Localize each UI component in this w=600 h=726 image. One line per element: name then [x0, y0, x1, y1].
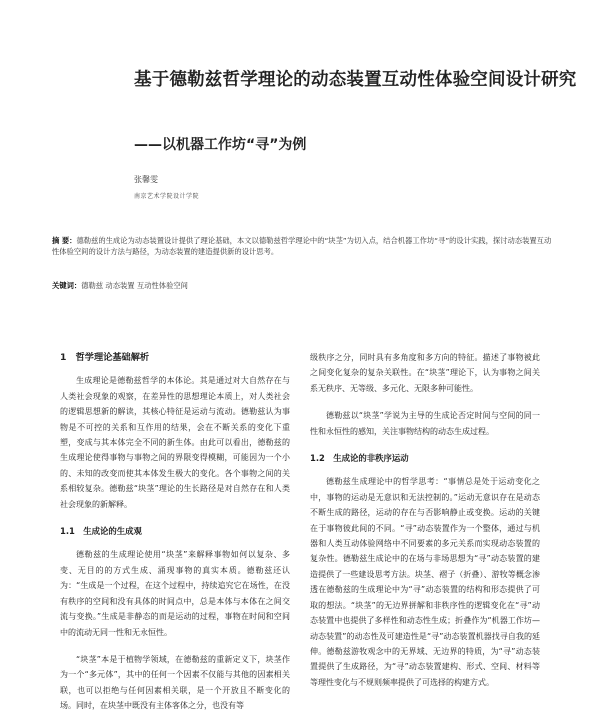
body-paragraph: 德勒兹的生成理论使用“块茎”来解释事物如何以复杂、多变、无目的的方式生成、涌现事物的真实本质。德勒兹还认为：“生成是一个过程，在这个过程中，持续追究它在场性，在没有秩序的空间和没有具体的时间点中，总是本体与本体在之间交流与变换。”生成是非静态的而是运动的过程，事物在时间和空间中的流动无同一性和无永恒性。 — [60, 550, 290, 637]
abstract-label: 摘 要： — [52, 236, 77, 245]
keywords-text: 德勒兹 动态装置 互动性体验空间 — [81, 281, 188, 290]
paper-subtitle: ——以机器工作坊“寻”为例 — [134, 137, 307, 153]
keywords-label: 关键词： — [52, 281, 82, 290]
body-paragraph: 生成理论是德勒兹哲学的本体论。其是通过对大自然存在与人类社会现象的观察，在差异性的思想理论本质上，对人类社会的逻辑思想新的解读，其核心特征是运动与流动。德勒兹认为事物是不可控的关系和互作用的结果，会在不断关系的变化下重塑，变成与其本体完全不同的新生体。由此可以看出，德勒兹的生成理论使得事物与事物之间的界限变得模糊，可能因为一个小的、未知的改变而使其本体发生极大的变化。各个事物之间的关系相较复杂。德勒兹“块茎”理论的生长路径是对自然存在和人类社会现象的新解释。 — [60, 376, 290, 509]
author-affiliation: 南京艺术学院设计学院 — [134, 193, 200, 200]
abstract-text: 德勒兹的生成论为动态装置设计提供了理论基础，本文以德勒兹哲学理论中的“块茎”为切入点，结合机器工作坊“寻”的设计实践，探讨动态装置互动性体验空间的设计方法与路径，为动态装置的建造提供新的设计思考。 — [52, 236, 552, 256]
section-1-heading: 1 哲学理论基础解析 — [60, 352, 150, 363]
right-column — [310, 350, 540, 690]
author-name: 张馨雯 — [134, 175, 158, 184]
abstract — [52, 235, 552, 257]
body-paragraph: 德勒兹以“块茎”学说为主导的生成论否定时间与空间的同一性和永恒性的感知，关注事物结构的动态生成过程。 — [310, 411, 540, 436]
section-1-2-heading: 1.2 生成论的非秩序运动 — [310, 453, 409, 464]
body-paragraph-continued: 级秩序之分，同时具有多角度和多方向的特征。描述了事物被此之间变化复杂的复杂关联性。在“块茎”理论下，认为事物之间关系无秩序、无等级、多元化、无限多种可能性。 — [310, 353, 540, 393]
section-1-1-heading: 1.1 生成论的生成观 — [60, 526, 142, 537]
body-paragraph: 德勒兹生成理论中的哲学思考：“事情总是处于运动变化之中，事物的运动是无意识和无法控制的。”运动无意识存在是动态不断生成的路径，运动的存在与否影响静止或变换。运动的关键在于事物彼此间的不同。“寻”动态装置作为一个整体，通过与机器和人类互动体验网络中不同要素的多元关系而实现动态装置的复杂性。德勒兹生成论中的在场与非场思想为“寻”动态装置的建造提供了一些建设思考方法。块茎、褶子（折叠）、游牧等概念渗透在德勒兹的生成理论中为“寻”动态装置的结构和形态提供了可取的想法。“块茎”的无边界拼解和非秩序性的逻辑变化在“寻”动态装置中也提供了多样性和动态性生成；折叠作为“机器工作坊—动态装置”的动态性及可建造性是“寻”动态装置机器找寻自我的延伸。德勒兹游牧观念中的无界域、无边界的特质，为“寻”动态装置提供了生成路径，为“寻”动态装置建构、形式、空间、材料等等理性变化与不规则频率提供了可选择的构建方式。 — [310, 477, 540, 687]
body-paragraph: “块茎”本是于植物学领域，在德勒兹的重新定义下，块茎作为一个“多元体”，其中的任何一个因素不仅能与其他的因素相关联，也可以拒绝与任何因素相关联，是一个开放且不断变化的场。同时，在块茎中既没有主体客体之分，也没有等 — [60, 654, 290, 711]
keywords — [52, 281, 552, 291]
left-column — [60, 350, 290, 714]
paper-title: 基于德勒兹哲学理论的动态装置互动性体验空间设计研究 — [134, 70, 577, 90]
